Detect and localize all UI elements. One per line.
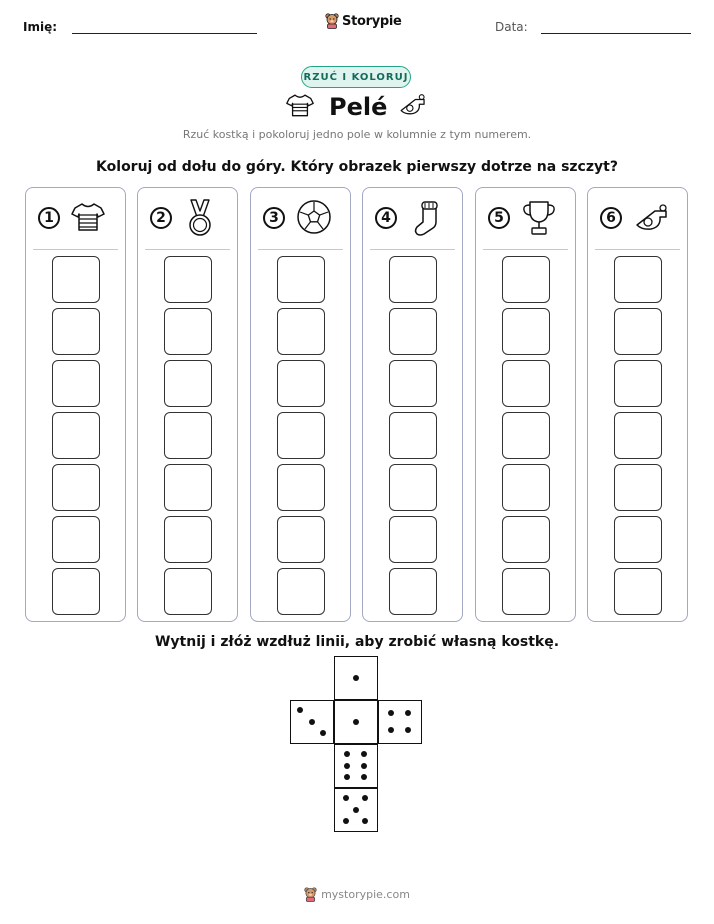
date-label: Data:: [495, 20, 528, 34]
dice-face-3: [290, 700, 334, 744]
color-cell[interactable]: [389, 568, 437, 615]
column-number: 1: [38, 207, 60, 229]
dice-pip: [405, 710, 411, 716]
color-cell[interactable]: [502, 516, 550, 563]
shirt-icon: [286, 92, 314, 122]
color-cell[interactable]: [277, 464, 325, 511]
color-cell[interactable]: [502, 464, 550, 511]
soccer-ball-icon: [296, 199, 332, 239]
column-header: [26, 188, 125, 250]
activity-badge: RZUĆ I KOLORUJ: [301, 66, 411, 88]
column-divider: [483, 249, 568, 250]
column-header: [138, 188, 237, 250]
dice-pip: [362, 818, 368, 824]
dice-net: [290, 656, 424, 834]
color-cell[interactable]: [164, 360, 212, 407]
color-cell[interactable]: [614, 412, 662, 459]
color-cell[interactable]: [614, 568, 662, 615]
color-cell[interactable]: [614, 308, 662, 355]
column-header: [251, 188, 350, 250]
column-3: [250, 187, 351, 622]
color-cell[interactable]: [277, 516, 325, 563]
color-cell[interactable]: [502, 308, 550, 355]
column-header: [476, 188, 575, 250]
dice-pip: [344, 763, 350, 769]
column-2: [137, 187, 238, 622]
dice-pip: [309, 719, 315, 725]
color-cell[interactable]: [52, 412, 100, 459]
bear-icon: [325, 13, 339, 29]
dice-pip: [353, 807, 359, 813]
dice-face-5: [334, 788, 378, 832]
color-cell[interactable]: [614, 360, 662, 407]
dice-pip: [361, 751, 367, 757]
medal-icon: [183, 199, 217, 241]
color-cell[interactable]: [277, 360, 325, 407]
column-header: [363, 188, 462, 250]
cut-instruction: Wytnij i złóż wzdłuż linii, aby zrobić własną kostkę.: [154, 634, 560, 650]
color-cell[interactable]: [164, 256, 212, 303]
subtitle: Rzuć kostką i pokoloruj jedno pole w kolumnie z tym numerem.: [182, 128, 532, 141]
color-cell[interactable]: [52, 256, 100, 303]
dice-pip: [405, 727, 411, 733]
dice-pip: [388, 727, 394, 733]
footer: [0, 887, 714, 902]
name-line: [72, 33, 257, 34]
color-cell[interactable]: [164, 516, 212, 563]
dice-face-4: [378, 700, 422, 744]
color-cell[interactable]: [164, 464, 212, 511]
color-cell[interactable]: [52, 516, 100, 563]
color-cell[interactable]: [502, 256, 550, 303]
name-label: Imię:: [23, 20, 58, 34]
shirt-icon: [71, 199, 105, 237]
color-cell[interactable]: [389, 256, 437, 303]
bear-icon: [304, 887, 317, 902]
dice-pip: [320, 730, 326, 736]
dice-pip: [361, 763, 367, 769]
dice-pip: [343, 818, 349, 824]
column-divider: [370, 249, 455, 250]
page-title: Pelé: [329, 93, 388, 121]
column-divider: [258, 249, 343, 250]
color-cell[interactable]: [52, 360, 100, 407]
color-cell[interactable]: [52, 568, 100, 615]
dice-face-1: [334, 700, 378, 744]
column-4: [362, 187, 463, 622]
dice-pip: [344, 774, 350, 780]
column-header: [588, 188, 687, 250]
column-5: [475, 187, 576, 622]
color-cell[interactable]: [389, 516, 437, 563]
dice-pip: [353, 719, 359, 725]
color-cell[interactable]: [277, 256, 325, 303]
color-cell[interactable]: [277, 308, 325, 355]
trophy-icon: [521, 199, 557, 241]
dice-face-1: [334, 656, 378, 700]
color-cell[interactable]: [52, 308, 100, 355]
column-divider: [595, 249, 680, 250]
column-number: 3: [263, 207, 285, 229]
color-cell[interactable]: [52, 464, 100, 511]
color-cell[interactable]: [164, 568, 212, 615]
dice-pip: [344, 751, 350, 757]
column-1: [25, 187, 126, 622]
color-cell[interactable]: [502, 360, 550, 407]
color-cell[interactable]: [502, 412, 550, 459]
column-6: [587, 187, 688, 622]
color-cell[interactable]: [389, 308, 437, 355]
brand-name: Storypie: [342, 13, 402, 29]
footer-url: mystorypie.com: [321, 888, 410, 901]
brand-logo: [325, 13, 402, 29]
color-cell[interactable]: [164, 412, 212, 459]
dice-pip: [388, 710, 394, 716]
dice-face-6: [334, 744, 378, 788]
column-divider: [145, 249, 230, 250]
color-cell[interactable]: [389, 412, 437, 459]
dice-pip: [297, 707, 303, 713]
dice-pip: [353, 675, 359, 681]
date-line: [541, 33, 691, 34]
dice-pip: [343, 795, 349, 801]
color-cell[interactable]: [277, 568, 325, 615]
color-cell[interactable]: [389, 464, 437, 511]
color-cell[interactable]: [614, 516, 662, 563]
color-cell[interactable]: [614, 464, 662, 511]
column-number: 4: [375, 207, 397, 229]
sock-icon: [413, 199, 441, 241]
dice-pip: [362, 795, 368, 801]
color-cell[interactable]: [164, 308, 212, 355]
whistle-icon: [398, 93, 428, 121]
column-divider: [33, 249, 118, 250]
color-cell[interactable]: [502, 568, 550, 615]
color-cell[interactable]: [277, 412, 325, 459]
column-number: 6: [600, 207, 622, 229]
column-number: 5: [488, 207, 510, 229]
instruction-heading: Koloruj od dołu do góry. Który obrazek pierwszy dotrze na szczyt?: [96, 159, 618, 175]
whistle-icon: [633, 203, 671, 237]
color-cell[interactable]: [389, 360, 437, 407]
color-cell[interactable]: [614, 256, 662, 303]
dice-pip: [361, 774, 367, 780]
column-number: 2: [150, 207, 172, 229]
